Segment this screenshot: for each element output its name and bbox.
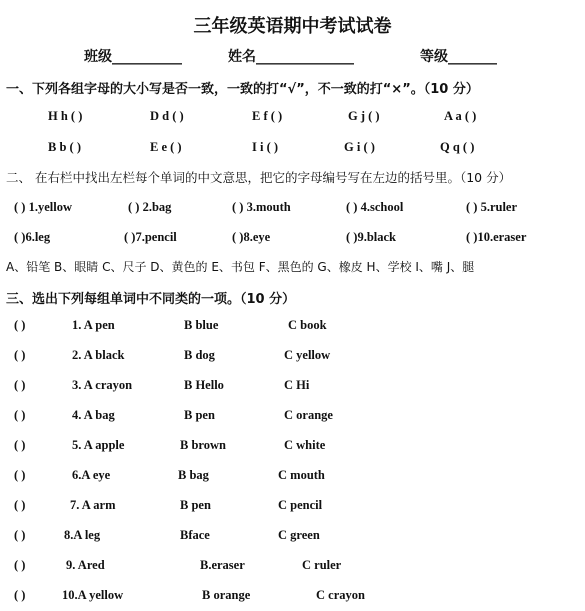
option-a: 8.A leg: [64, 528, 101, 542]
letter-pair: H h ( ): [48, 109, 83, 123]
answer-bracket: ( ): [14, 558, 26, 572]
answer-bracket: ( ): [14, 438, 26, 452]
answer-options: A、铅笔 B、眼睛 C、尺子 D、黄色的 E、书包 F、黑色的 G、橡皮 H、学校 I、嘴 J、腿: [6, 260, 475, 274]
option-a: 7. A arm: [70, 498, 116, 512]
option-a: 2. A black: [72, 348, 125, 362]
option-c: C ruler: [302, 558, 342, 572]
matching-item: ( )7.pencil: [124, 230, 177, 244]
option-c: C white: [284, 438, 326, 452]
option-a: 10.A yellow: [62, 588, 124, 602]
letter-pair: G j ( ): [348, 109, 380, 123]
matching-item: ( ) 5.ruler: [466, 200, 518, 214]
option-c: C book: [288, 318, 327, 332]
option-c: C mouth: [278, 468, 325, 482]
option-b: B Hello: [184, 378, 224, 392]
letter-pair: B b ( ): [48, 140, 81, 154]
answer-bracket: ( ): [14, 498, 26, 512]
option-b: Bface: [180, 528, 210, 542]
matching-item: ( )9.black: [346, 230, 396, 244]
matching-item: ( ) 2.bag: [128, 200, 172, 214]
letter-pair: I i ( ): [252, 140, 279, 154]
name-field: 姓名______________: [228, 49, 354, 65]
letter-pair: A a ( ): [444, 109, 477, 123]
matching-item: ( )6.leg: [14, 230, 51, 244]
option-b: B pen: [180, 498, 211, 512]
section1-heading: 一、下列各组字母的大小写是否一致，一致的打“√”，不一致的打“×”。（10 分）: [6, 82, 479, 97]
option-a: 4. A bag: [72, 408, 115, 422]
matching-item: ( ) 4.school: [346, 200, 404, 214]
option-c: C Hi: [284, 378, 310, 392]
answer-bracket: ( ): [14, 588, 26, 602]
matching-item: ( ) 3.mouth: [232, 200, 291, 214]
section3-heading: 三、选出下列每组单词中不同类的一项。（10 分）: [6, 292, 296, 307]
answer-bracket: ( ): [14, 468, 26, 482]
option-c: C green: [278, 528, 320, 542]
option-c: C crayon: [316, 588, 365, 602]
option-b: B brown: [180, 438, 226, 452]
letter-pair: G i ( ): [344, 140, 375, 154]
answer-bracket: ( ): [14, 348, 26, 362]
letter-pair: Q q ( ): [440, 140, 475, 154]
letter-pair: E f ( ): [252, 109, 283, 123]
option-b: B pen: [184, 408, 215, 422]
answer-bracket: ( ): [14, 408, 26, 422]
page-title: 三年级英语期中考试试卷: [193, 16, 392, 37]
option-c: C orange: [284, 408, 333, 422]
option-a: 6.A eye: [72, 468, 111, 482]
answer-bracket: ( ): [14, 318, 26, 332]
matching-item: ( ) 1.yellow: [14, 200, 72, 214]
letter-pair: D d ( ): [150, 109, 184, 123]
answer-bracket: ( ): [14, 528, 26, 542]
letter-pair: E e ( ): [150, 140, 182, 154]
grade-field: 等级_______: [420, 49, 497, 65]
matching-item: ( )8.eye: [232, 230, 271, 244]
option-a: 3. A crayon: [72, 378, 133, 392]
option-b: B bag: [178, 468, 209, 482]
option-c: C pencil: [278, 498, 323, 512]
matching-item: ( )10.eraser: [466, 230, 527, 244]
option-b: B blue: [184, 318, 219, 332]
section2-heading: 二、 在右栏中找出左栏每个单词的中文意思，把它的字母编号写在左边的括号里。（10 分）: [6, 170, 512, 185]
option-a: 1. A pen: [72, 318, 115, 332]
option-a: 5. A apple: [72, 438, 125, 452]
option-b: B.eraser: [200, 558, 245, 572]
option-b: B orange: [202, 588, 251, 602]
option-a: 9. Ared: [66, 558, 105, 572]
option-c: C yellow: [284, 348, 331, 362]
answer-bracket: ( ): [14, 378, 26, 392]
option-b: B dog: [184, 348, 215, 362]
class-field: 班级__________: [84, 49, 182, 65]
